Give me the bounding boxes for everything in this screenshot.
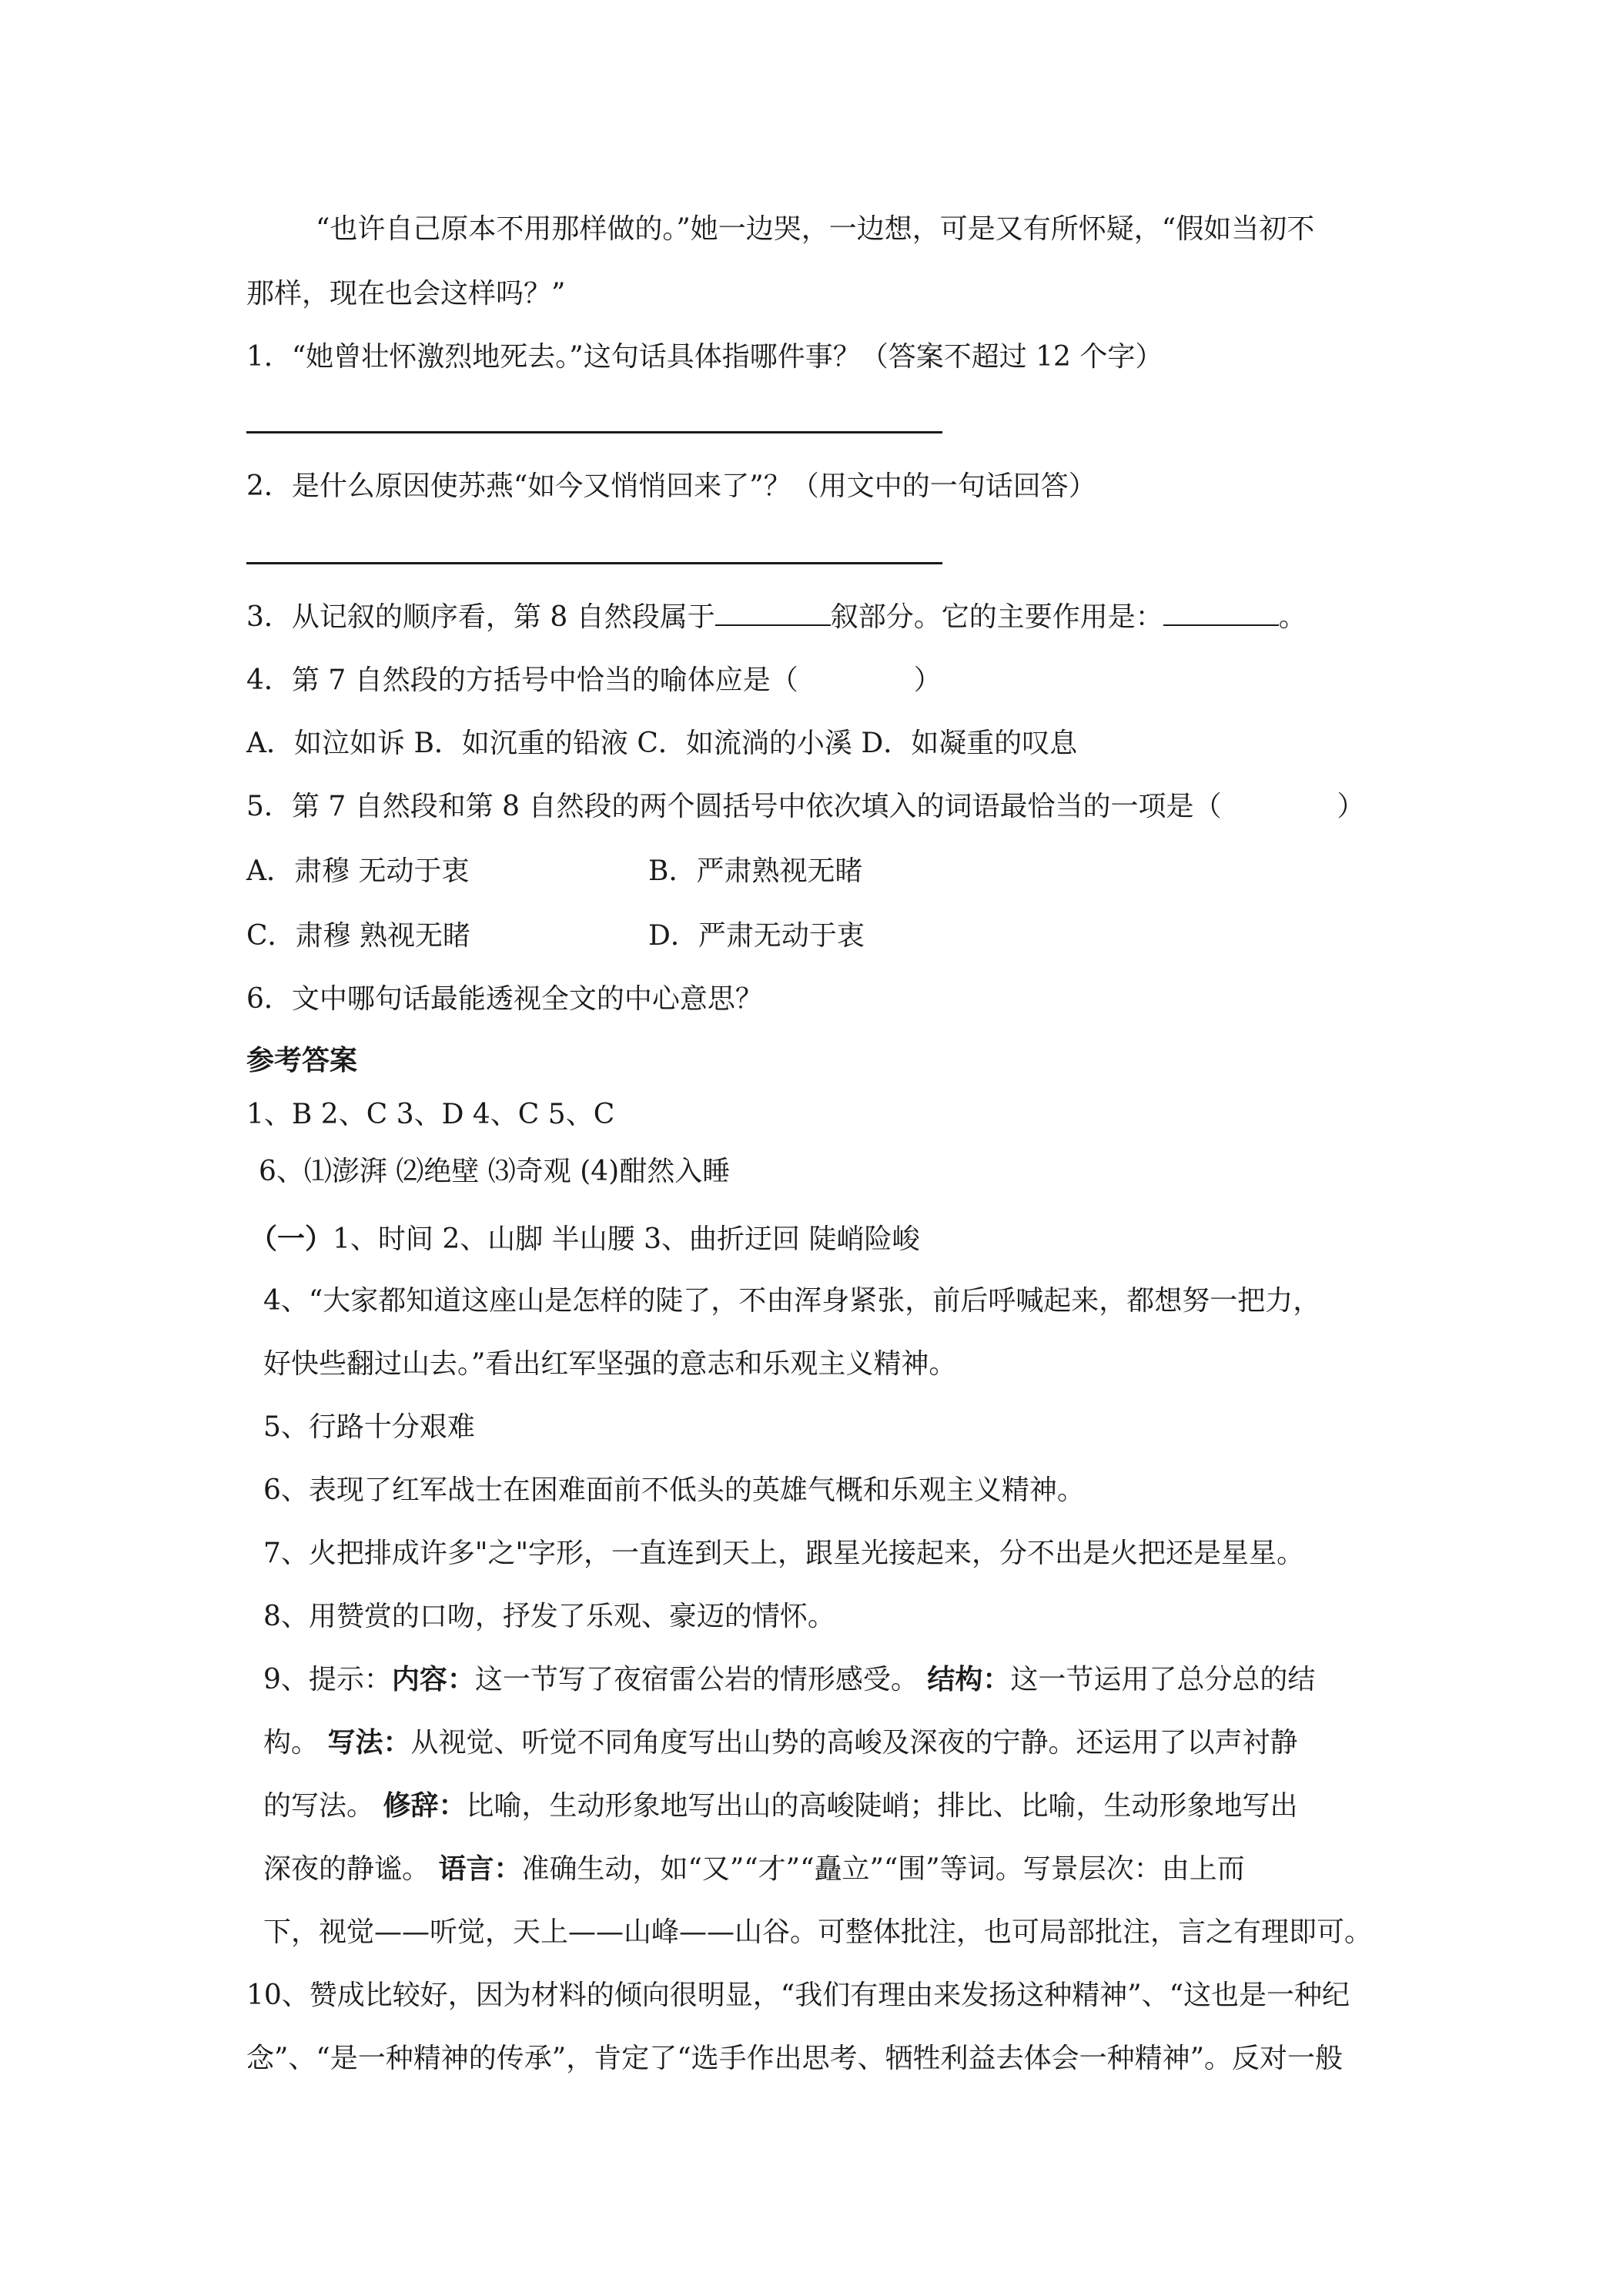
answer-10-line-2: 念”、“是一种精神的传承”，肯定了“选手作出思考、牺牲利益去体会一种精神”。反对一般	[246, 2043, 1344, 2074]
answer-9-rhetoric-text: 比喻，生动形象地写出山的高峻陡峭；排比、比喻，生动形象地写出	[466, 1790, 1298, 1822]
question-5-option-c: C．肃穆 熟视无睹	[246, 920, 470, 952]
question-3-text-a: 3．从记叙的顺序看，第 8 自然段属于	[246, 601, 715, 633]
passage-line-1: “也许自己原本不用那样做的。”她一边哭，一边想，可是又有所怀疑，“假如当初不	[316, 213, 1315, 245]
label-rhetoric: 修辞：	[383, 1790, 467, 1822]
label-content: 内容：	[391, 1664, 475, 1695]
question-3-blank-2	[1163, 624, 1279, 626]
answer-10-line-1: 10、赞成比较好，因为材料的倾向很明显，“我们有理由来发扬这种精神”、“这也是一种纪	[246, 1980, 1350, 2011]
answer-9-line-3	[263, 1789, 1297, 1823]
question-4	[246, 664, 942, 698]
question-5-option-a: A．肃穆 无动于衷	[246, 855, 470, 887]
answer-9-line-5: 下，视觉——听觉，天上——山峰——山谷。可整体批注，也可局部批注，言之有理即可。	[263, 1916, 1373, 1948]
answer-9-rhetoric-end: 深夜的静谧。	[263, 1853, 439, 1885]
answer-9-content-text: 这一节写了夜宿雷公岩的情形感受。	[474, 1664, 928, 1695]
answer-9-method-text: 从视觉、听觉不同角度写出山势的高峻及深夜的宁静。还运用了以声衬静	[410, 1727, 1298, 1759]
answer-8: 8、用赞赏的口吻，抒发了乐观、豪迈的情怀。	[263, 1601, 835, 1632]
answer-9-line-2	[263, 1726, 1297, 1760]
label-structure: 结构：	[927, 1664, 1011, 1695]
answer-9-language-text: 准确生动，如“又”“才”“矗立”“围”等词。写景层次：由上而	[521, 1853, 1245, 1885]
question-2: 2．是什么原因使苏燕“如今又悄悄回来了”？（用文中的一句话回答）	[246, 470, 1096, 502]
passage-line-2: 那样，现在也会这样吗？”	[246, 278, 566, 310]
answer-line-2	[246, 562, 942, 564]
label-method: 写法：	[327, 1727, 411, 1759]
question-5	[246, 790, 1365, 824]
answer-9-method-end: 的写法。	[263, 1790, 383, 1822]
answer-5: 5、行路十分艰难	[263, 1411, 475, 1443]
answer-line-1	[246, 431, 942, 433]
question-4-options: A．如泣如诉 B．如沉重的铅液 C．如流淌的小溪 D．如凝重的叹息	[246, 728, 1078, 759]
question-4-text: 4．第 7 自然段的方括号中恰当的喻体应是（	[246, 664, 798, 696]
label-language: 语言：	[438, 1853, 522, 1885]
question-3-text-c: 。	[1278, 601, 1307, 633]
answers-heading: 参考答案	[246, 1045, 358, 1076]
question-5-close: ）	[1337, 791, 1365, 822]
answer-row-3-text: 1、时间 2、山脚 半山腰 3、曲折迂回 陡峭险峻	[333, 1223, 920, 1255]
answer-row-3	[249, 1223, 920, 1257]
answer-4-line-1: 4、“大家都知道这座山是怎样的陡了，不由浑身紧张，前后呼喊起来，都想努一把力，	[263, 1285, 1321, 1317]
answer-9-line-4	[263, 1853, 1245, 1886]
question-5-text: 5．第 7 自然段和第 8 自然段的两个圆括号中依次填入的词语最恰当的一项是（	[246, 791, 1222, 822]
answer-4-line-2: 好快些翻过山去。”看出红军坚强的意志和乐观主义精神。	[263, 1348, 957, 1380]
question-1: 1．“她曾壮怀激烈地死去。”这句话具体指哪件事？（答案不超过 12 个字）	[246, 341, 1163, 373]
question-3-blank-1	[715, 624, 831, 626]
answer-9-line-1	[263, 1663, 1315, 1697]
answer-row-2: 6、⑴澎湃 ⑵绝壁 ⑶奇观 (4)酣然入睡	[259, 1156, 731, 1187]
answer-9-structure-end: 构。	[263, 1727, 328, 1759]
question-5-option-b: B．严肃熟视无睹	[648, 855, 863, 887]
question-6: 6．文中哪句话最能透视全文的中心意思？	[246, 983, 763, 1015]
question-4-close: ）	[913, 664, 942, 696]
answer-9-prefix: 9、提示：	[263, 1664, 392, 1695]
answer-9-structure-text: 这一节运用了总分总的结	[1010, 1664, 1316, 1695]
answer-6: 6、表现了红军战士在困难面前不低头的英雄气概和乐观主义精神。	[263, 1474, 1085, 1506]
section-one-label: （一）	[249, 1223, 333, 1255]
answer-7: 7、火把排成许多"之"字形，一直连到天上，跟星光接起来，分不出是火把还是星星。	[263, 1538, 1305, 1569]
question-3	[246, 601, 1307, 634]
question-3-text-b: 叙部分。它的主要作用是：	[830, 601, 1163, 633]
question-5-option-d: D．严肃无动于衷	[648, 920, 865, 952]
answer-row-1: 1、B 2、C 3、D 4、C 5、C	[246, 1099, 615, 1130]
